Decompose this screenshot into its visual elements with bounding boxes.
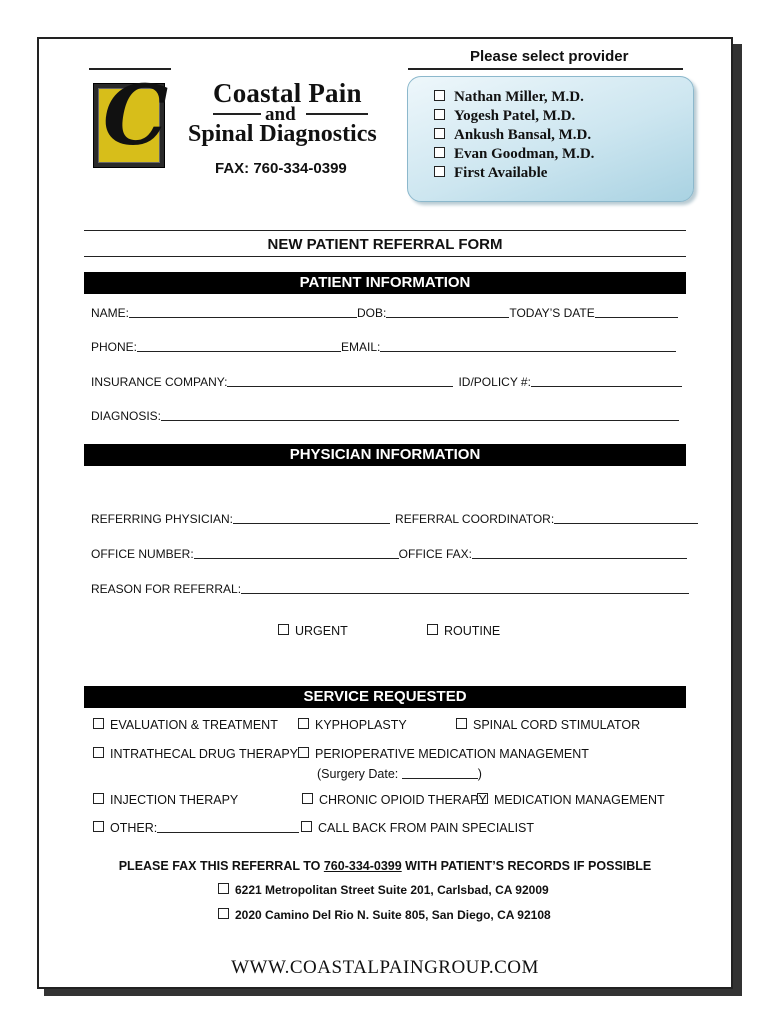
service-medication-management[interactable]: MEDICATION MANAGEMENT	[477, 793, 665, 807]
phone-email-field[interactable]: PHONE: EMAIL:	[91, 340, 676, 354]
referring-physician-field[interactable]: REFERRING PHYSICIAN: REFERRAL COORDINATOR:	[91, 512, 698, 526]
checkbox-icon[interactable]	[427, 624, 438, 635]
logo-name-line1: Coastal Pain	[213, 78, 362, 108]
fax-instruction-number: 760-334-0399	[323, 859, 402, 873]
logo-name-line3: Spinal Diagnostics	[188, 121, 377, 147]
checkbox-icon[interactable]	[456, 718, 467, 729]
provider-option-first-available[interactable]: First Available	[434, 165, 547, 182]
fax-instruction: PLEASE FAX THIS REFERRAL TO 760-334-0399 WITH PATIENT’S RECORDS IF POSSIBLE	[118, 859, 652, 873]
address-carlsbad[interactable]: 6221 Metropolitan Street Suite 201, Carlsbad, CA 92009	[218, 883, 549, 897]
checkbox-icon[interactable]	[434, 90, 445, 101]
address-san-diego[interactable]: 2020 Camino Del Rio N. Suite 805, San Diego, CA 92108	[218, 908, 551, 922]
checkbox-icon[interactable]	[301, 821, 312, 832]
checkbox-icon[interactable]	[434, 166, 445, 177]
checkbox-icon[interactable]	[434, 109, 445, 120]
diagnosis-field[interactable]: DIAGNOSIS:	[91, 409, 679, 423]
checkbox-icon[interactable]	[434, 128, 445, 139]
logo-letter: C	[103, 68, 169, 164]
website-url[interactable]: WWW.COASTALPAINGROUP.COM	[231, 957, 539, 978]
routine-checkbox[interactable]: ROUTINE	[427, 624, 500, 638]
service-kyphoplasty[interactable]: KYPHOPLASTY	[298, 718, 407, 732]
logo-name-and: and	[265, 104, 296, 125]
name-field[interactable]: NAME: DOB: TODAY’S DATE	[91, 306, 678, 320]
service-requested-header: SERVICE REQUESTED	[84, 686, 686, 708]
form-title: NEW PATIENT REFERRAL FORM	[267, 236, 503, 253]
provider-option-bansal[interactable]: Ankush Bansal, M.D.	[434, 127, 591, 144]
service-intrathecal[interactable]: INTRATHECAL DRUG THERAPY	[93, 747, 298, 761]
patient-info-header: PATIENT INFORMATION	[84, 272, 686, 294]
checkbox-icon[interactable]	[93, 747, 104, 758]
checkbox-icon[interactable]	[298, 747, 309, 758]
title-rule-top	[84, 230, 686, 231]
service-evaluation[interactable]: EVALUATION & TREATMENT	[93, 718, 278, 732]
fax-number: FAX: 760-334-0399	[215, 160, 347, 177]
service-perioperative[interactable]: PERIOPERATIVE MEDICATION MANAGEMENT	[298, 747, 589, 761]
logo-and-rule-left	[213, 113, 261, 115]
checkbox-icon[interactable]	[218, 908, 229, 919]
logo-and-rule-right	[306, 113, 368, 115]
checkbox-icon[interactable]	[218, 883, 229, 894]
checkbox-icon[interactable]	[477, 793, 488, 804]
provider-option-goodman[interactable]: Evan Goodman, M.D.	[434, 146, 594, 163]
insurance-field[interactable]: INSURANCE COMPANY: ID/POLICY #:	[91, 375, 682, 389]
urgent-checkbox[interactable]: URGENT	[278, 624, 348, 638]
provider-select-title: Please select provider	[470, 48, 629, 65]
physician-info-header: PHYSICIAN INFORMATION	[84, 444, 686, 466]
service-chronic-opioid[interactable]: CHRONIC OPIOID THERAPY	[302, 793, 487, 807]
checkbox-icon[interactable]	[93, 718, 104, 729]
reason-field[interactable]: REASON FOR REFERRAL:	[91, 582, 689, 596]
header-rule-right	[408, 68, 683, 70]
service-other[interactable]: OTHER:	[93, 821, 299, 835]
checkbox-icon[interactable]	[298, 718, 309, 729]
service-injection[interactable]: INJECTION THERAPY	[93, 793, 238, 807]
logo-icon	[93, 68, 169, 168]
title-rule-bottom	[84, 256, 686, 257]
checkbox-icon[interactable]	[434, 147, 445, 158]
surgery-date-field[interactable]: (Surgery Date: )	[317, 767, 482, 781]
checkbox-icon[interactable]	[93, 793, 104, 804]
checkbox-icon[interactable]	[278, 624, 289, 635]
checkbox-icon[interactable]	[302, 793, 313, 804]
checkbox-icon[interactable]	[93, 821, 104, 832]
service-call-back[interactable]: CALL BACK FROM PAIN SPECIALIST	[301, 821, 534, 835]
office-number-field[interactable]: OFFICE NUMBER: OFFICE FAX:	[91, 547, 687, 561]
provider-option-miller[interactable]: Nathan Miller, M.D.	[434, 89, 584, 106]
service-spinal-cord-stimulator[interactable]: SPINAL CORD STIMULATOR	[456, 718, 640, 732]
provider-option-patel[interactable]: Yogesh Patel, M.D.	[434, 108, 575, 125]
